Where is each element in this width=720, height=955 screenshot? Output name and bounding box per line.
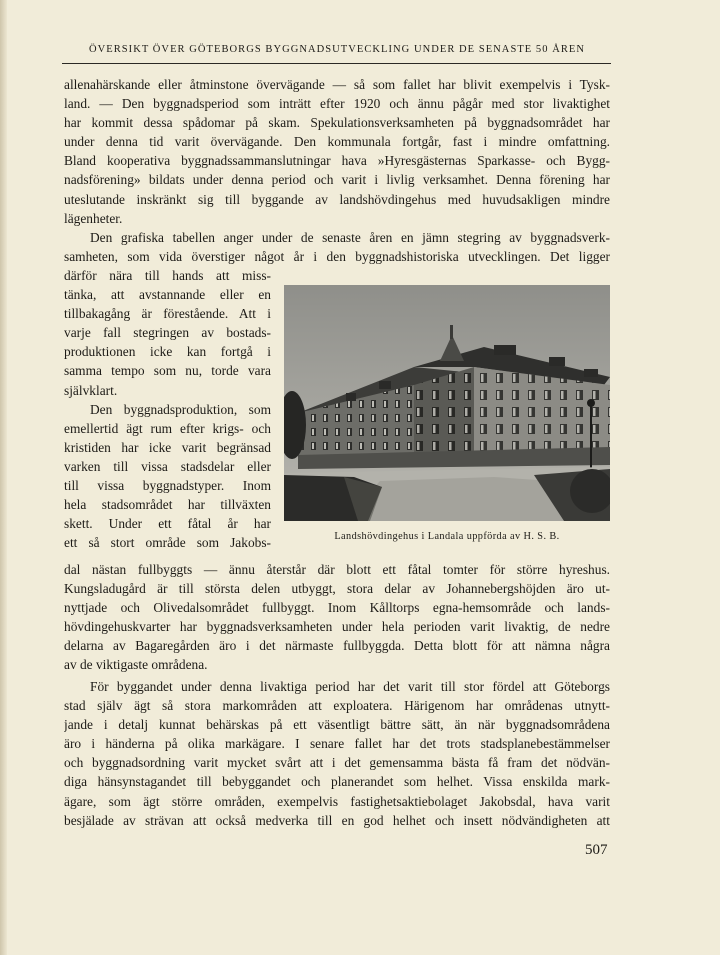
wrapped-text-column (64, 266, 271, 552)
text-line: samma tempo som nu, torde vara (64, 363, 271, 379)
text-line: varje fall stegringen av bostads- (64, 325, 271, 341)
text-line: För byggandet under denna livaktiga period har det varit till stor fördel att Göteborgs (90, 679, 610, 694)
text-line: jande i detalj kunnat behärskas på ett väsentligt bättre sätt, än när byggnadsområdena (64, 717, 610, 733)
text-line: lägenheter. (64, 210, 123, 226)
text-line: Bland kooperativa byggnadssammanslutningar hava »Hyresgästernas Sparkasse- och Bygg- (64, 153, 610, 169)
text-line: uteslutande inskränkt sig till byggande av landshövdingehus med huvudsakligen mindre (64, 191, 610, 207)
text-line: nadsförening» bildats under denna period och varit i livlig verksamhet. Denna förening har (64, 172, 610, 188)
text-line: tänka, att avstannande eller en (64, 287, 271, 303)
text-line: därför nära till hands att miss- (64, 268, 271, 283)
text-line: varken till vissa stadsdelar eller (64, 458, 271, 474)
text-line: land. — Den byggnadsperiod som inträtt efter 1920 och ännu pågår med stor livaktighet (64, 96, 610, 112)
text-line: dal nästan fullbyggts — ännu återstår där blott ett fåtal tomter för större hyreshus. (64, 562, 610, 577)
text-line: emellertid ägt rum efter krigs- och (64, 420, 271, 436)
text-line: kristiden har icke varit begränsad (64, 439, 271, 455)
text-line: stad själv ägt så stora markområden att exploatera. Härigenom har områdenas utnytt- (64, 698, 610, 714)
paragraph-4 (64, 677, 610, 830)
text-line: hövdingehuskvarter har byggnadsverksamheten under hela perioden varit livaktig, de nedre (64, 619, 610, 635)
text-line: hela stadsområdet har tillväxten (64, 497, 271, 513)
text-line: delarna av Bagaregården äro i det närmaste fullbyggda. Detta blott för att nämna några (64, 638, 610, 654)
text-line: har kommit dessa spådomar på skam. Spekulationsverksamheten på byggnadsområdet har (64, 115, 610, 131)
text-line: Den grafiska tabellen anger under de senaste åren en jämn stegring av byggnadsverk- (90, 230, 610, 245)
text-line: och byggnadsordning varit mycket svårt att i det gemensamma bästa få fram det nödvän- (64, 755, 610, 771)
text-line: självklart. (64, 382, 118, 398)
text-line: Den byggnadsproduktion, som (90, 401, 271, 417)
page-edge-shadow (0, 0, 7, 955)
text-line: diga hänsynstagandet till bebyggandet och planerandet som helhet. Vissa enskilda mark- (64, 774, 610, 790)
text-line: produktionen icke kan fortgå i (64, 344, 271, 360)
paragraph-1 (64, 75, 610, 228)
page-number: 507 (585, 842, 608, 858)
text-line: skett. Under ett fåtal år har (64, 516, 271, 532)
text-line: allenahärskande eller åtminstone övervägande — så som fallet har blivit exempelvis i Tysk- (64, 77, 610, 92)
building-photograph (284, 285, 610, 521)
text-line: äro i händerna på olika markägare. I senare fallet har det trots stadsplanebestämmelser (64, 736, 610, 752)
text-line: under denna tid varit övervägande. Den kommunala fortgår, fast i mindre omfattning. (64, 134, 610, 150)
text-line: nyttjade och Olivedalsområdet fullbyggt. Inom Kålltorps egna-hemsområde och lands- (64, 600, 610, 616)
text-line: tillbakagång är förestående. Att i (64, 306, 271, 322)
header-rule (62, 63, 611, 64)
text-line: Kungsladugård är till största delen utbyggt, stora delar av Johannebergshöjden äro ut- (64, 581, 610, 597)
figure-caption: Landshövdingehus i Landala uppförda av H. S. B. (334, 531, 560, 542)
text-line: samheten, som vida överstiger något år i den byggnadshistoriska utvecklingen. Det ligger (64, 249, 610, 265)
running-header: ÖVERSIKT ÖVER GÖTEBORGS BYGGNADSUTVECKLING UNDER DE SENASTE 50 ÅREN (89, 44, 585, 55)
paragraph-3 (64, 560, 610, 675)
text-line: ett så stort område som Jakobs- (64, 535, 271, 551)
text-line: ägare, som ägt större områden, exempelvis fastighetsaktiebolaget Jakobsdal, hava varit (64, 793, 610, 809)
text-line: till vissa byggnadstyper. Inom (64, 478, 271, 494)
paragraph-2 (64, 228, 610, 266)
text-line: besjälade av strävan att också medverka till en god helhet och insett nödvändigheten att (64, 812, 610, 828)
text-line: av de viktigaste områdena. (64, 657, 208, 673)
